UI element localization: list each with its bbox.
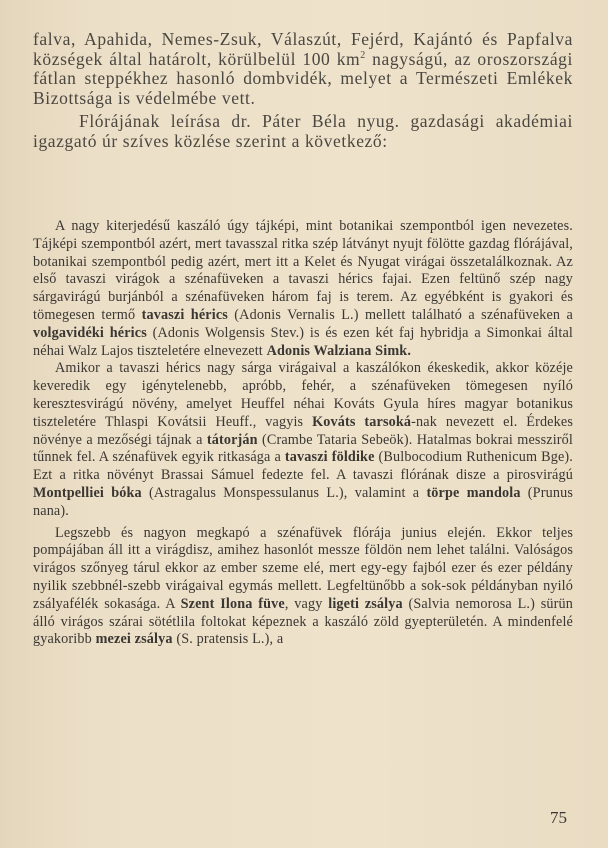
- bold-term: Kováts tarsoká: [312, 413, 412, 430]
- bold-term: tavaszi földike: [284, 449, 375, 466]
- bold-term: törpe mandola: [426, 484, 521, 501]
- bold-term: volgavidéki hérics: [33, 324, 147, 341]
- page-number: 75: [550, 808, 567, 827]
- text-span: -nak nevezett el. Érdekes növénye a mezőségi tájnak a: [33, 413, 573, 448]
- paragraph-2: [33, 360, 573, 520]
- bold-term: mezei zsálya: [95, 631, 173, 648]
- text-span: (Salvia nemorosa L.) sürün álló virágos szárai sötétlila foltokat képeznek a kaszáló zöld gyepterületén. A mindenfelé gyakoribb: [33, 595, 573, 648]
- bold-term: Montpelliei bóka: [33, 484, 142, 501]
- intro-paragraph-2: Flórájának leírása dr. Páter Béla nyug. gazdasági akadémiai igazgató úr szíves közlése szerint a következő:: [33, 111, 573, 151]
- text-span: Legszebb és nagyon megkapó a szénafüvek flórája junius elején. Ekkor teljes pompájában áll itt a virágdisz, amihez hasonlót messze földön nem lehet találni. Valóságos virágos szőnyeg tárul ekkor az ember szeme elé, mert egy-egy fajból ezer és ezer példány nyilik szebbnél-szebb virágaival egymás mellett. Legfeltünőbb a sok-sok példányban nyiló zsályafélék sokasága. A: [33, 524, 573, 612]
- text-span: (Prunus nana).: [33, 484, 574, 519]
- bold-term: tavaszi hérics: [141, 306, 228, 323]
- intro-text-block: [33, 30, 573, 151]
- text-span: (S. pratensis L.), a: [172, 631, 284, 648]
- bold-term: tátorján: [206, 431, 258, 448]
- text-span: (Adonis Wolgensis Stev.) is és ezen két faj hybridja a Simonkai által néhai Walz Lajos tiszteletére elnevezett: [33, 324, 573, 359]
- text-span: , vagy: [284, 595, 329, 612]
- text-span: (Crambe Tataria Sebeök). Hatalmas bokrai messziről tűnnek fel. A szénafüvek egyik ritkasága a: [33, 431, 574, 466]
- bold-term: Szent Ilona füve: [180, 595, 285, 612]
- paragraph-3: [33, 525, 573, 650]
- text-span: (Adonis Vernalis L.) mellett található a szénafüveken a: [227, 306, 573, 323]
- text-span: (Bulbocodium Ruthenicum Bge). Ezt a ritka növényt Brassai Sámuel fedezte fel. A tavaszi flórának disze a pirosvirágú: [33, 449, 574, 484]
- text-span: A nagy kiterjedésű kaszáló úgy tájképi, mint botanikai szempontból igen nevezetes. Tájképi szempontból azért, mert tavasszal ritka szép látványt nyujt fölötte gazdag flórájával, botanikai szempontból pedig azért, mert itt a Kelet és Nyugat virágai összetalálkoznak. Az első tavaszi virágok a szénafüveken a tavaszi hérics fajai. Ezen feltünő szép nagy sárgavirágú burjánból a szénafüveken három faj is terem. Az egyébként is gyakori és tömegesen termő: [33, 218, 573, 323]
- superscript: 2: [360, 49, 366, 61]
- text-span: falva, Apahida, Nemes-Zsuk, Válaszút, Fejérd, Kajántó és Papfalva községek által határolt, körülbelül 100 km: [33, 29, 573, 69]
- text-span: nagyságú, az oroszországi fátlan steppékhez hasonló dombvidék, melyet a Természeti Emlékek Bizottsága is védelmébe vett.: [33, 48, 573, 108]
- main-text-block: [33, 218, 573, 649]
- intro-paragraph-1: [33, 30, 573, 108]
- text-span: (Astragalus Monspessulanus L.), valamint a: [141, 484, 427, 501]
- bold-term: Adonis Walziana Simk.: [266, 342, 412, 359]
- text-span: Amikor a tavaszi hérics nagy sárga virágaival a kaszálókon ékeskedik, akkor közéje keveredik egy igénytelenebb, apróbb, fehér, a szénafüveken tömegesen nyíló keresztesvirágú növény, amelyet Heuffel néhai Kováts Gyula híres magyar botanikus tiszteletére Thlaspi Kovátsii Heuff., vagyis: [33, 360, 573, 430]
- paragraph-1: [33, 218, 573, 360]
- bold-term: ligeti zsálya: [328, 595, 403, 612]
